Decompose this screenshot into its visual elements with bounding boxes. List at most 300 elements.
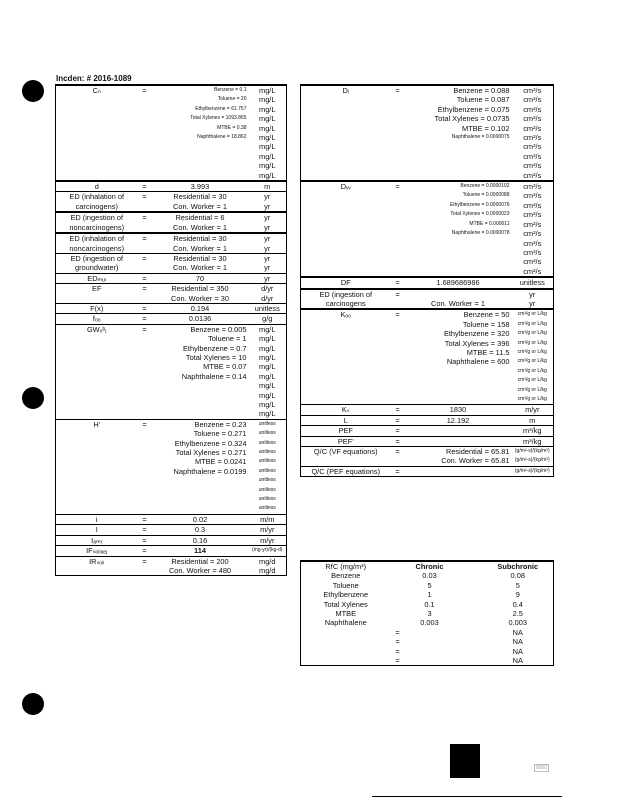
parameter-value	[152, 171, 249, 181]
table-row	[56, 212, 287, 222]
parameter-unit: m	[249, 181, 287, 192]
table-row	[56, 85, 287, 95]
equals-sign	[138, 495, 152, 504]
table-row	[301, 220, 554, 229]
equals-sign	[138, 381, 152, 390]
parameter-value: Ethylbenzene = 0.0000076	[449, 201, 510, 208]
parameter-value	[152, 381, 249, 390]
parameter-unit: mg/L	[249, 133, 287, 142]
parameter-name	[56, 439, 138, 448]
equals-sign: =	[391, 426, 405, 436]
parameter-name	[56, 409, 138, 419]
equals-sign	[391, 267, 405, 277]
subchronic-value: 0.4	[483, 600, 554, 609]
parameter-unit: cm²/s	[512, 220, 554, 229]
parameter-value: Naphthalene = 0.14	[181, 371, 247, 381]
equals-sign	[391, 171, 405, 181]
table-row	[301, 161, 554, 170]
parameter-value: Toluene = 0.271	[193, 429, 247, 439]
equals-sign	[391, 609, 405, 618]
parameter-name	[301, 320, 391, 329]
parameter-value: Toluene = 0.087	[456, 95, 510, 105]
equals-sign	[138, 202, 152, 212]
parameter-unit: mg/L	[249, 152, 287, 161]
equals-sign	[391, 142, 405, 151]
equals-sign: =	[138, 525, 152, 535]
equals-sign	[138, 372, 152, 381]
parameter-name	[56, 391, 138, 400]
subchronic-value: 0.003	[483, 618, 554, 627]
punch-hole	[22, 80, 44, 102]
equals-sign: =	[391, 436, 405, 446]
equals-sign	[391, 581, 405, 590]
parameter-unit: yr	[249, 273, 287, 283]
parameter-value: Con. Worker = 65.81	[441, 456, 510, 466]
spacer-cell	[455, 656, 483, 666]
parameter-value: 1830	[405, 405, 512, 415]
equals-sign: =	[391, 277, 405, 288]
parameter-value	[405, 386, 512, 395]
parameter-unit: mg/L	[249, 95, 287, 104]
parameter-unit: mg/L	[249, 142, 287, 151]
chemical-name	[301, 637, 391, 646]
parameter-unit: yr	[512, 299, 554, 309]
parameter-name	[56, 400, 138, 409]
equals-sign	[391, 571, 405, 580]
parameter-value: Residential = 30	[152, 192, 249, 202]
parameter-name	[56, 161, 138, 170]
equals-sign: =	[138, 514, 152, 524]
equals-sign: =	[395, 637, 400, 647]
parameter-value: Ethylbenzene = 0.7	[183, 343, 247, 353]
spacer-cell	[455, 618, 483, 627]
equals-sign	[391, 395, 405, 405]
left-parameter-table	[55, 84, 287, 576]
chronic-value: 3	[427, 609, 432, 619]
parameter-name	[56, 344, 138, 353]
equals-sign	[391, 105, 405, 114]
parameter-value: Residential = 30	[152, 233, 249, 243]
table-row	[56, 566, 287, 576]
spacer-cell	[455, 600, 483, 609]
parameter-unit: cm²/s	[512, 248, 554, 257]
parameter-value: 0.0136	[152, 314, 249, 324]
parameter-value: 114	[152, 546, 249, 556]
parameter-value	[405, 376, 512, 385]
parameter-unit: (mg-yr)/(kg-d)	[249, 546, 287, 556]
parameter-name	[56, 476, 138, 485]
parameter-unit: cm²/s	[512, 267, 554, 277]
parameter-unit: (g/m²-s)/(kg/m³)	[512, 447, 554, 457]
rfc-row	[301, 571, 554, 580]
parameter-value	[405, 257, 512, 266]
parameter-value: Residential = 65.81	[405, 447, 512, 457]
chronic-value: 5	[427, 580, 432, 590]
parameter-value: Con. Worker = 480	[152, 566, 249, 576]
parameter-value: Con. Worker = 1	[173, 222, 227, 232]
chemical-name: MTBE	[301, 609, 391, 618]
table-row	[56, 514, 287, 524]
parameter-value: 12.192	[405, 415, 512, 425]
redaction-block	[450, 744, 480, 778]
parameter-unit: mg/L	[249, 362, 287, 371]
parameter-name: ED (ingestion of	[301, 289, 391, 299]
table-row	[56, 391, 287, 400]
equals-sign: =	[138, 556, 152, 566]
parameter-value: MTBE = 0.000011	[469, 220, 510, 227]
table-row	[56, 429, 287, 438]
parameter-value: Ethylbenzene = 320	[443, 329, 510, 339]
table-row	[301, 124, 554, 133]
equals-sign	[138, 457, 152, 466]
table-row	[56, 362, 287, 371]
parameter-value: Residential = 6	[152, 212, 249, 222]
equals-sign	[391, 124, 405, 133]
parameter-unit: cm²/s	[512, 105, 554, 114]
equals-sign: =	[138, 324, 152, 334]
parameter-unit: (g/m²-s)/(kg/m³)	[512, 456, 554, 466]
equals-sign	[391, 114, 405, 123]
parameter-name	[301, 105, 391, 114]
table-row	[56, 476, 287, 485]
parameter-value	[405, 267, 512, 277]
equals-sign: =	[138, 192, 152, 202]
equals-sign	[138, 362, 152, 371]
subchronic-value: 2.5	[483, 609, 554, 618]
parameter-unit: mg/L	[249, 372, 287, 381]
equals-sign	[391, 161, 405, 170]
equals-sign	[138, 467, 152, 476]
equals-sign	[138, 223, 152, 233]
parameter-unit: cm²/s	[512, 181, 554, 191]
parameter-name: EF	[56, 284, 138, 294]
table-row	[56, 525, 287, 535]
parameter-value: Naphthalene = 0.0000078	[451, 230, 510, 237]
parameter-unit: cm³/g or L/kg	[512, 367, 554, 376]
chemical-name: Total Xylenes	[301, 600, 391, 609]
equals-sign	[138, 448, 152, 457]
equals-sign	[138, 439, 152, 448]
table-row	[56, 95, 287, 104]
chronic-value	[405, 628, 455, 637]
equals-sign	[138, 566, 152, 576]
equals-sign	[391, 367, 405, 376]
parameter-value: Ethylbenzene = 0.075	[437, 104, 510, 114]
parameter-unit: cm²/s	[512, 152, 554, 161]
parameter-value: Toluene = 1	[208, 334, 247, 344]
spacer-cell	[455, 590, 483, 599]
parameter-value: Con. Worker = 30	[171, 293, 229, 303]
table-row	[56, 202, 287, 212]
table-row	[56, 181, 287, 192]
parameter-unit: cm²/s	[512, 229, 554, 238]
table-row	[301, 436, 554, 446]
parameter-name	[56, 566, 138, 576]
equals-sign	[391, 320, 405, 329]
table-row	[56, 142, 287, 151]
parameter-value: MTBE = 0.0241	[194, 457, 247, 467]
parameter-name	[301, 210, 391, 219]
table-row	[301, 426, 554, 436]
parameter-name	[56, 171, 138, 181]
parameter-name: L	[301, 415, 391, 425]
parameter-name	[301, 329, 391, 338]
parameter-name	[301, 171, 391, 181]
parameter-name: noncarcinogens)	[56, 223, 138, 233]
parameter-name	[56, 294, 138, 304]
parameter-unit: m/yr	[249, 535, 287, 545]
parameter-unit: mg/L	[249, 85, 287, 95]
parameter-name: GWₒᵇⱼ	[56, 324, 138, 334]
chemical-name: Benzene	[301, 571, 391, 580]
table-row	[301, 376, 554, 385]
parameter-name	[56, 142, 138, 151]
table-row	[56, 152, 287, 161]
parameter-unit: cm³/g or L/kg	[512, 386, 554, 395]
parameter-name: ED (ingestion of	[56, 212, 138, 222]
parameter-value	[152, 409, 249, 419]
table-row	[56, 303, 287, 313]
parameter-value: Ethylbenzene = 0.324	[174, 438, 247, 448]
parameter-name	[56, 124, 138, 133]
parameter-value: MTBE = 11.5	[466, 347, 510, 357]
parameter-value: Ethylbenzene = 61.757	[195, 105, 247, 112]
parameter-unit: mg/L	[249, 105, 287, 114]
equals-sign	[138, 114, 152, 123]
parameter-unit: yr	[249, 253, 287, 263]
parameter-unit: cm²/s	[512, 171, 554, 181]
table-row	[56, 381, 287, 390]
spacer-cell	[455, 609, 483, 618]
chemical-name: Ethylbenzene	[301, 590, 391, 599]
equals-sign	[391, 376, 405, 385]
parameter-unit: m³/kg	[512, 426, 554, 436]
table-row	[301, 133, 554, 142]
parameter-name: F(x)	[56, 303, 138, 313]
equals-sign	[391, 456, 405, 466]
parameter-value	[405, 248, 512, 257]
parameter-name: Dᵥᵥ	[301, 181, 391, 191]
parameter-unit: mg/L	[249, 381, 287, 390]
equals-sign: =	[138, 419, 152, 429]
table-row	[56, 105, 287, 114]
subchronic-value: NA	[483, 628, 554, 637]
table-row	[301, 309, 554, 319]
table-row	[301, 239, 554, 248]
equals-sign	[138, 400, 152, 409]
table-row	[56, 171, 287, 181]
equals-sign	[391, 257, 405, 266]
parameter-name: Q/C (PEF equations)	[301, 466, 391, 476]
spacer-cell	[455, 628, 483, 637]
parameter-value	[405, 142, 512, 151]
parameter-value: 1.689686986	[405, 277, 512, 288]
parameter-unit: cm²/s	[512, 114, 554, 123]
subchronic-value: 9	[483, 590, 554, 599]
parameter-unit: yr	[249, 233, 287, 243]
parameter-value: Toluene = 158	[462, 319, 510, 329]
parameter-name	[301, 348, 391, 357]
parameter-value: Total Xylenes = 10	[185, 352, 247, 362]
parameter-name	[56, 334, 138, 343]
right-parameter-table	[300, 84, 554, 477]
parameter-name	[301, 201, 391, 210]
equals-sign: =	[138, 284, 152, 294]
chronic-value	[405, 656, 455, 666]
table-row	[56, 324, 287, 334]
table-row	[56, 133, 287, 142]
parameter-name: Dᵢ	[301, 85, 391, 95]
table-row	[56, 486, 287, 495]
parameter-unit: mg/L	[249, 124, 287, 133]
subchronic-header: Subchronic	[483, 561, 554, 571]
parameter-unit: unitless	[249, 429, 287, 438]
rfc-title: RfC (mg/m³)	[301, 561, 391, 571]
table-row	[56, 467, 287, 476]
equals-sign	[138, 504, 152, 514]
equals-sign	[391, 239, 405, 248]
equals-sign: =	[391, 85, 405, 95]
parameter-name: fₒₒ	[56, 314, 138, 324]
table-row	[56, 253, 287, 263]
table-row	[56, 192, 287, 202]
rfc-table	[300, 560, 554, 666]
parameter-name: PEF	[301, 426, 391, 436]
incident-number: Incden: # 2016-1089	[56, 74, 132, 83]
parameter-unit: cm³/g or L/kg	[512, 348, 554, 357]
parameter-unit: cm²/s	[512, 142, 554, 151]
parameter-value	[152, 486, 249, 495]
parameter-unit: unitless	[249, 495, 287, 504]
parameter-unit: cm²/s	[512, 201, 554, 210]
equals-sign	[391, 386, 405, 395]
table-row	[56, 372, 287, 381]
equals-sign: =	[391, 656, 405, 666]
parameter-unit: mg/L	[249, 400, 287, 409]
parameter-unit: m/yr	[249, 525, 287, 535]
parameter-unit: cm²/s	[512, 133, 554, 142]
chronic-value: 0.003	[420, 618, 439, 628]
parameter-name	[56, 467, 138, 476]
parameter-value: Toluene = 20	[217, 96, 247, 103]
parameter-name: Kₛ	[301, 405, 391, 415]
table-row	[56, 344, 287, 353]
parameter-name: DF	[301, 277, 391, 288]
chronic-value: 1	[427, 590, 432, 600]
equals-sign: =	[391, 405, 405, 415]
table-row	[56, 294, 287, 304]
parameter-value: Benzene = 50	[405, 309, 512, 319]
equals-sign: =	[138, 85, 152, 95]
parameter-value: 0.194	[152, 303, 249, 313]
parameter-value: Total Xylenes = 0.0735	[434, 114, 510, 124]
parameter-name	[56, 362, 138, 371]
parameter-name	[301, 267, 391, 277]
parameter-value	[405, 171, 512, 181]
parameter-unit: cm³/g or L/kg	[512, 339, 554, 348]
equals-sign: =	[138, 546, 152, 556]
parameter-name	[56, 381, 138, 390]
table-row	[56, 457, 287, 466]
parameter-value	[405, 436, 512, 446]
equals-sign	[391, 152, 405, 161]
equals-sign: =	[395, 627, 400, 637]
table-row	[301, 105, 554, 114]
table-row	[301, 395, 554, 405]
parameter-name	[301, 142, 391, 151]
parameter-name	[56, 486, 138, 495]
table-row	[56, 314, 287, 324]
parameter-value	[152, 400, 249, 409]
table-row	[301, 229, 554, 238]
table-row	[301, 320, 554, 329]
rfc-row	[301, 600, 554, 609]
footer-rule	[372, 796, 562, 797]
parameter-unit: d/yr	[249, 294, 287, 304]
parameter-name	[56, 95, 138, 104]
parameter-unit: unitless	[249, 467, 287, 476]
parameter-value	[152, 142, 249, 151]
parameter-unit: m/m	[249, 514, 287, 524]
table-row	[56, 495, 287, 504]
table-row	[301, 299, 554, 309]
parameter-unit: yr	[249, 212, 287, 222]
equals-sign	[138, 133, 152, 142]
table-row	[301, 95, 554, 104]
parameter-unit: mg/L	[249, 161, 287, 170]
equals-sign: =	[138, 233, 152, 243]
parameter-value: Naphthalene = 600	[446, 357, 510, 367]
parameter-value: Residential = 200	[152, 556, 249, 566]
parameter-name: i	[56, 514, 138, 524]
spacer-cell	[455, 647, 483, 656]
parameter-unit: m³/kg	[512, 436, 554, 446]
table-row	[56, 504, 287, 514]
equals-sign: =	[138, 253, 152, 263]
equals-sign	[391, 210, 405, 219]
parameter-unit: d/yr	[249, 284, 287, 294]
parameter-name: Iₐₘᵣ	[56, 535, 138, 545]
parameter-unit: unitless	[249, 439, 287, 448]
table-row	[301, 357, 554, 366]
spacer-cell	[455, 571, 483, 580]
parameter-name	[301, 133, 391, 142]
parameter-value	[152, 495, 249, 504]
chronic-value	[405, 637, 455, 646]
rfc-row	[301, 647, 554, 656]
parameter-unit: cm²/s	[512, 161, 554, 170]
table-row	[56, 244, 287, 254]
equals-sign	[138, 263, 152, 273]
parameter-name	[301, 152, 391, 161]
parameter-name	[301, 395, 391, 405]
parameter-name	[301, 229, 391, 238]
equals-sign	[138, 429, 152, 438]
parameter-unit: unitless	[249, 486, 287, 495]
table-row	[301, 201, 554, 210]
parameter-unit: m/yr	[512, 405, 554, 415]
parameter-unit: cm³/g or L/kg	[512, 320, 554, 329]
parameter-unit: cm²/s	[512, 239, 554, 248]
equals-sign: =	[391, 447, 405, 457]
parameter-unit: cm³/g or L/kg	[512, 309, 554, 319]
parameter-value	[405, 289, 512, 299]
parameter-name: EDₘᵤₗ	[56, 273, 138, 283]
equals-sign: =	[391, 466, 405, 476]
parameter-unit: mg/L	[249, 391, 287, 400]
rfc-row	[301, 618, 554, 627]
parameter-name: Kₒₒ	[301, 309, 391, 319]
